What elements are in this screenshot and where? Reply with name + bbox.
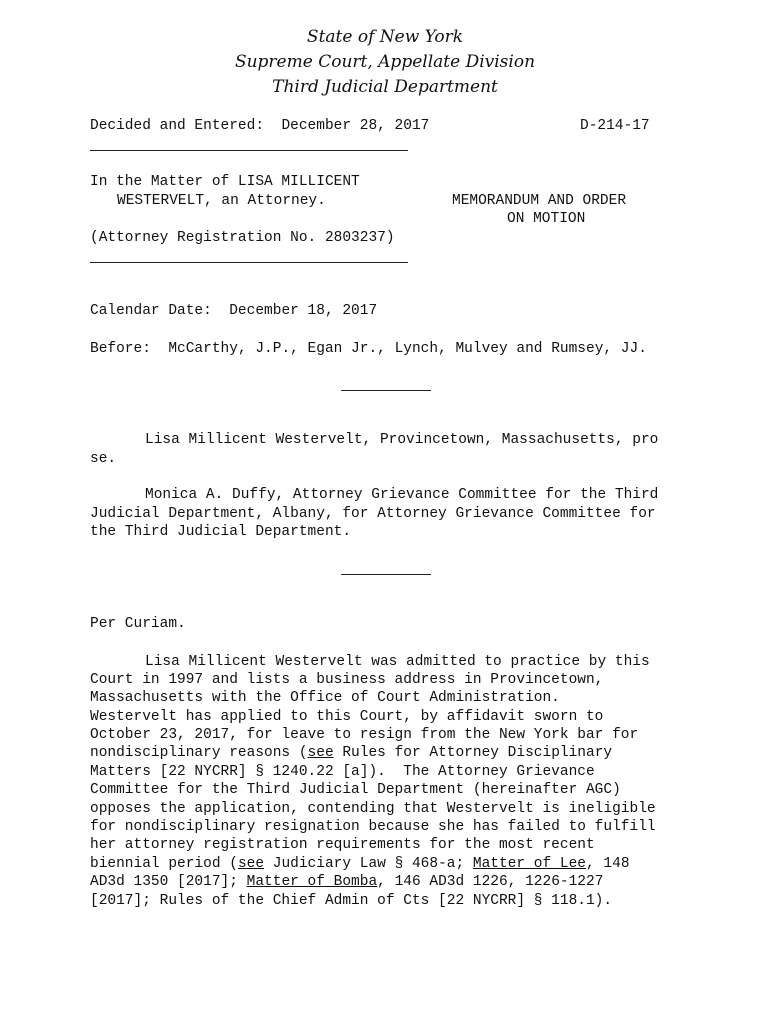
opinion-text: Judiciary Law § 468-a; xyxy=(264,856,473,872)
opinion-text: Rules for Attorney Disciplinary xyxy=(333,745,613,761)
appearance-2-line-3: the Third Judicial Department. xyxy=(90,524,352,540)
opinion-line: Committee for the Third Judicial Department (hereinafter AGC) xyxy=(90,782,621,798)
caption-rule-top xyxy=(90,150,408,151)
judges-list: McCarthy, J.P., Egan Jr., Lynch, Mulvey and Rumsey, JJ. xyxy=(168,341,647,357)
citation-signal-see: see xyxy=(307,745,334,761)
attorney-registration: (Attorney Registration No. 2803237) xyxy=(90,230,395,246)
court-name: Supreme Court, Appellate Division xyxy=(234,52,536,72)
opinion-line xyxy=(90,873,603,891)
docket-number: D-214-17 xyxy=(580,118,650,134)
opinion-line: her attorney registration requirements for the most recent xyxy=(90,837,595,853)
order-title-line-2: ON MOTION xyxy=(507,211,586,227)
opinion-line: Matters [22 NYCRR] § 1240.22 [a]). The Attorney Grievance xyxy=(90,764,595,780)
opinion-line: opposes the application, contending that Westervelt is ineligible xyxy=(90,801,656,817)
case-citation-lee: Matter of Lee xyxy=(472,856,587,872)
calendar-label: Calendar Date: xyxy=(90,303,212,319)
decided-date: December 28, 2017 xyxy=(281,118,430,134)
before-label: Before: xyxy=(90,341,151,357)
before-line xyxy=(90,340,647,358)
calendar-date: December 18, 2017 xyxy=(229,303,378,319)
opinion-line: [2017]; Rules of the Chief Admin of Cts [22 NYCRR] § 118.1). xyxy=(90,893,613,909)
opinion-line xyxy=(90,855,630,873)
appearance-1-line-2: se. xyxy=(90,451,117,467)
opinion-line: Massachusetts with the Office of Court Administration. xyxy=(90,690,560,706)
decided-entered-line xyxy=(90,117,429,135)
opinion-line: for nondisciplinary resignation because she has failed to fulfill xyxy=(90,819,656,835)
section-divider-2 xyxy=(341,574,431,575)
appearance-2-line-1: Monica A. Duffy, Attorney Grievance Committee for the Third xyxy=(145,487,659,503)
court-state: State of New York xyxy=(306,27,464,47)
court-department: Third Judicial Department xyxy=(272,77,498,97)
calendar-date-line xyxy=(90,302,377,320)
court-heading xyxy=(0,25,770,100)
case-citation-bomba: Matter of Bomba xyxy=(246,874,378,890)
opinion-text: , 146 AD3d 1226, 1226-1227 xyxy=(377,874,604,890)
opinion-line: Lisa Millicent Westervelt was admitted to practice by this xyxy=(145,654,650,670)
opinion-text: biennial period ( xyxy=(90,856,238,872)
decided-label: Decided and Entered: xyxy=(90,118,265,134)
opinion-line: Court in 1997 and lists a business address in Provincetown, xyxy=(90,672,604,688)
appearance-1-line-1: Lisa Millicent Westervelt, Provincetown, Massachusetts, pro xyxy=(145,432,659,448)
per-curiam-heading: Per Curiam. xyxy=(90,616,186,632)
matter-line-1: In the Matter of LISA MILLICENT xyxy=(90,174,360,190)
caption-rule-bottom xyxy=(90,262,408,263)
opinion-line xyxy=(90,744,612,762)
matter-line-2: WESTERVELT, an Attorney. xyxy=(117,193,326,209)
opinion-text: AD3d 1350 [2017]; xyxy=(90,874,247,890)
citation-signal-see: see xyxy=(237,856,265,872)
opinion-text: , 148 xyxy=(586,856,630,872)
opinion-line: Westervelt has applied to this Court, by affidavit sworn to xyxy=(90,709,604,725)
order-title-line-1: MEMORANDUM AND ORDER xyxy=(452,193,627,209)
section-divider-1 xyxy=(341,390,431,391)
opinion-text: nondisciplinary reasons ( xyxy=(90,745,308,761)
appearance-2-line-2: Judicial Department, Albany, for Attorney Grievance Committee for xyxy=(90,506,656,522)
opinion-line: October 23, 2017, for leave to resign from the New York bar for xyxy=(90,727,639,743)
